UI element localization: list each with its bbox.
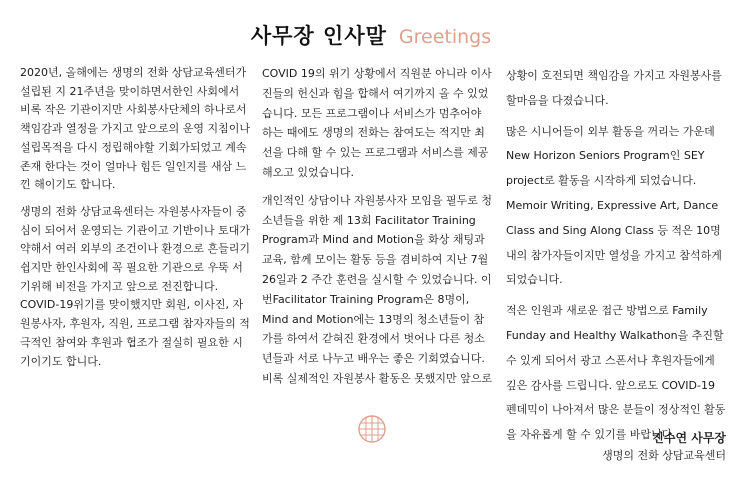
paragraph: 생명의 전화 상담교육센터는 자원봉사자들이 중심이 되어서 운영되는 기관이고 기반이나 토대가 약해서 여러 외부의 조건이나 환경으로 흔들리기 쉽지만 한인사회에 꼭 필요한 기관으로 우뚝 서기위해 비전을 가지고 앞으로 전진합니다. COVID-19위기를 맞이했지만 회원, 이사진, 자원봉사자, 후원자, 직원, 프로그램 참자자들의 적극적인 참여와 후원과 협조가 절실히 필요한 시기이기도 합니다.	[20, 204, 251, 368]
signature-name: 진수연 사무장	[652, 431, 726, 445]
paragraph: 개인적인 상담이나 자원봉사자 모임을 필두로 청소년들을 위한 제 13회 Facilitator Training Program과 Mind and Motion을 화상 채팅과 교육, 함께 모이는 활동 등을 겸비하여 지난 7월 26일과 2 주간 훈련을 실시할 수 있었습니다. 이번Facilitator Training Program은 8명이, Mind and Motion에는 13명의 청소년들이 참가를 하여서 갇혀진 환경에서 벗어나 다른 청소년들과 서로 나누고 배우는 좋은 기회였습니다. 비록 실제적인 자원봉사 활동은 못했지만 앞으로	[262, 193, 493, 385]
page-header	[0, 20, 742, 50]
paragraph: 상황이 호전되면 책임감을 가지고 자원봉사를 할마음을 다졌습니다.	[506, 69, 722, 107]
signature-block	[602, 430, 726, 464]
text-column-1	[20, 64, 252, 371]
page-subtitle: Greetings	[398, 26, 492, 48]
text-column-3	[506, 64, 728, 448]
paragraph: COVID 19의 위기 상황에서 직원분 아니라 이사진들의 헌신과 힘을 합해서 여기까지 올 수 있었습니다. 모든 프로그램이나 서비스가 멈추어야 하는 때에도 생명의 전화는 참여도는 적지만 최선을 다해 할 수 있는 프로그램과 서비스를 제공해오고 있었습니다.	[262, 67, 492, 179]
page-title: 사무장 인사말	[250, 24, 387, 48]
paragraph: 많은 시니어들이 외부 활동을 꺼리는 가운데 New Horizon Seniors Program인 SEY project로 활동을 시작하게 되었습니다. Memoir Writing, Expressive Art, Dance Class and Sing Along Class 등 적은 10명 내의 참가자들이지만 열성을 가지고 참석하게 되었습니다.	[506, 124, 722, 287]
paragraph: 2020년, 올해에는 생명의 전화 상담교육센터가 설립된 지 21주년을 맞이하면서한인 사회에서 비록 작은 기관이지만 사회봉사단체의 하나로서 책임감과 열정을 가지고 앞으로의 운영 지침이나 설립목적을 다시 정립해야할 기회가되었고 계속 존재 한다는 것이 얼마나 힘든 일인지를 새삼 느낀 해이기도 합니다.	[20, 66, 251, 192]
signature-organization: 생명의 전화 상담교육센터	[602, 449, 726, 462]
text-column-2	[262, 64, 492, 389]
paragraph: 적은 인원과 새로운 접근 방법으로 Family Funday and Healthy Walkathon을 추진할 수 있게 되어서 광고 스폰서나 후원자들에게 깊은 감사를 드립니다. 앞으로도 COVID-19 펜데믹이 나아져서 많은 분들이 정상적인 활동을 자유롭게 할 수 있기를 바랍니다.	[506, 304, 726, 442]
emblem-icon	[357, 414, 387, 444]
